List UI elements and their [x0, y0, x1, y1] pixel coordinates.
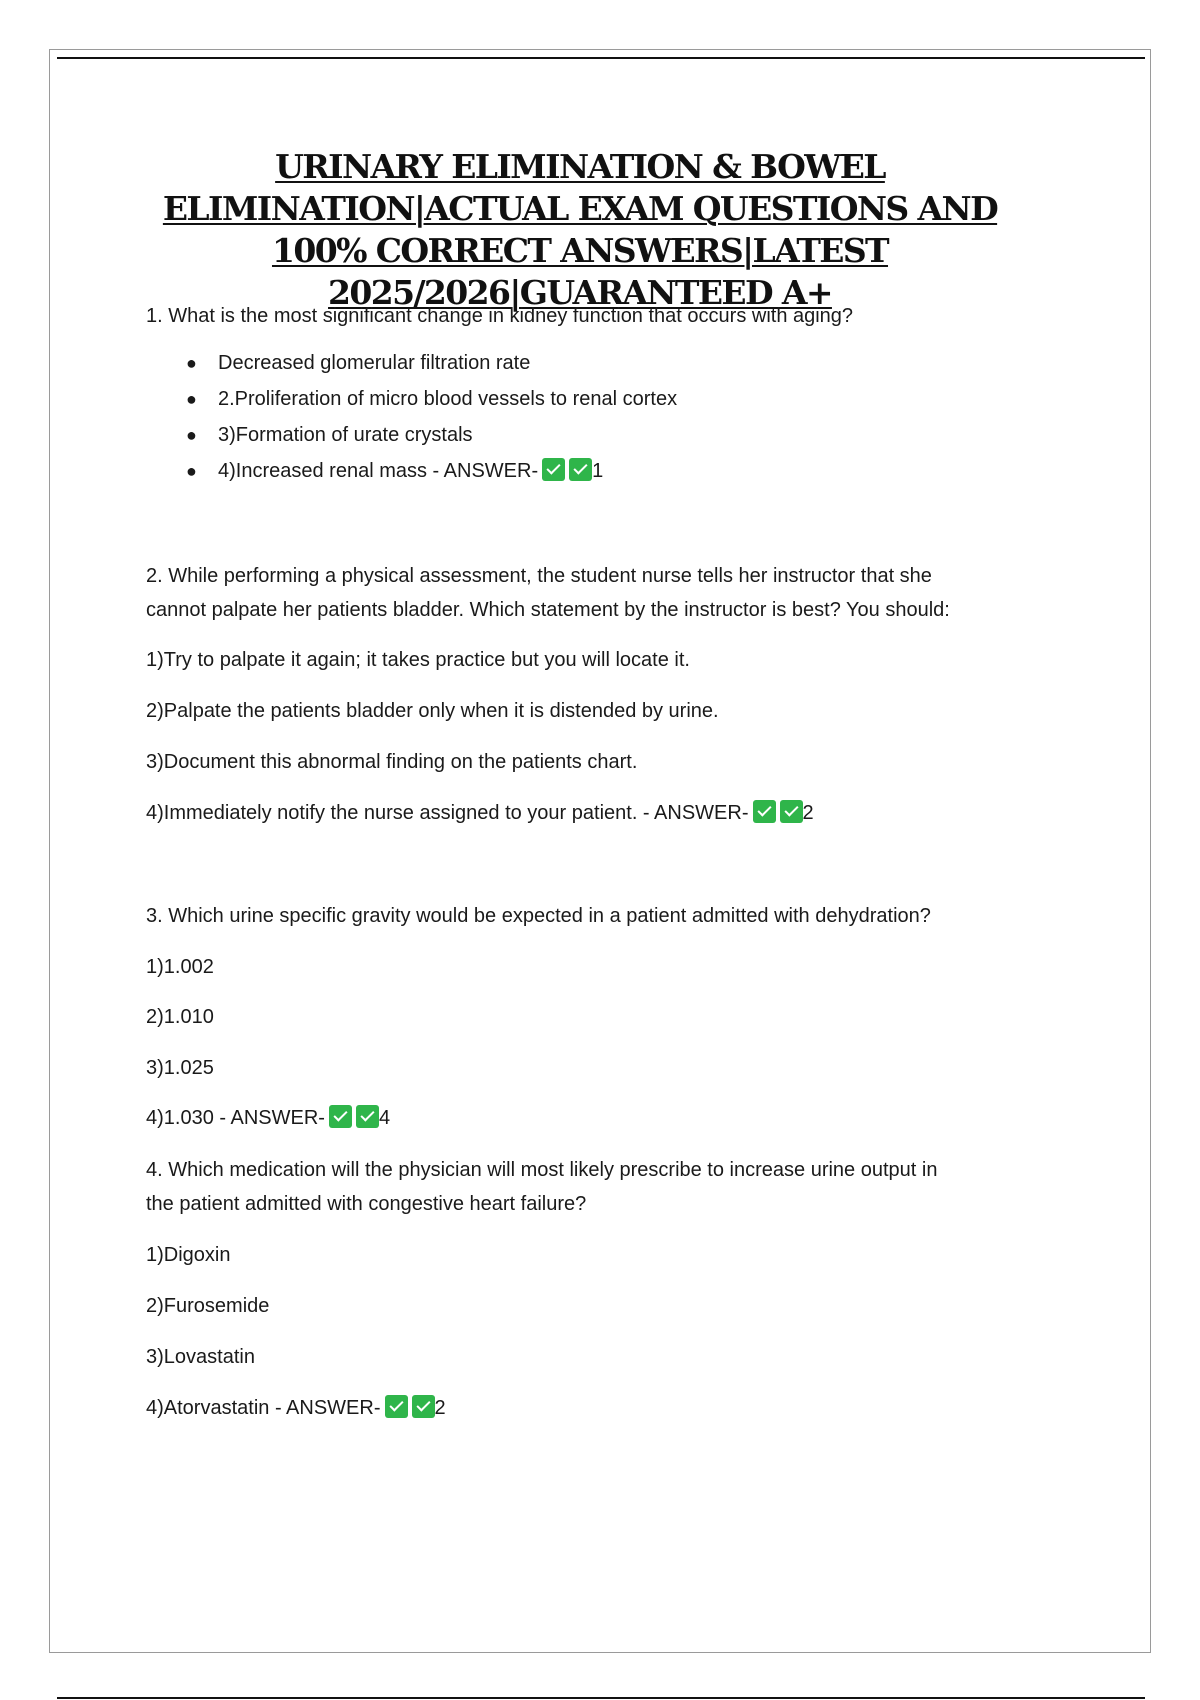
check-mark-icon — [542, 458, 565, 481]
question-3: 3. Which urine specific gravity would be expected in a patient admitted with dehydration? — [146, 905, 931, 927]
title-line: URINARY ELIMINATION & BOWEL — [275, 147, 885, 186]
bullet-icon: ● — [186, 353, 197, 373]
check-mark-icon — [412, 1395, 435, 1418]
bullet-icon: ● — [186, 389, 197, 409]
q3-option-4 — [146, 1105, 390, 1131]
q2-option-2: 2)Palpate the patients bladder only when it is distended by urine. — [146, 700, 719, 722]
q4-answer: 2 — [434, 1397, 446, 1419]
check-mark-icon — [385, 1395, 408, 1418]
title-line: 2025/2026|GUARANTEED A+ — [328, 273, 832, 312]
q1-option-4-text: 4)Increased renal mass - ANSWER- — [218, 460, 539, 482]
title-line: 100% CORRECT ANSWERS|LATEST — [271, 231, 889, 270]
check-mark-icon — [329, 1105, 352, 1128]
q1-option-4 — [218, 458, 603, 484]
q2-answer: 2 — [802, 802, 814, 824]
question-2-line-1: 2. While performing a physical assessment, the student nurse tells her instructor that she — [146, 565, 932, 587]
q4-option-1: 1)Digoxin — [146, 1244, 231, 1266]
q1-option-1: Decreased glomerular filtration rate — [218, 352, 531, 374]
title-line: ELIMINATION|ACTUAL EXAM QUESTIONS AND — [162, 189, 998, 228]
q4-option-4-text: 4)Atorvastatin - ANSWER- — [146, 1397, 381, 1419]
bottom-rule — [57, 1697, 1145, 1699]
q2-option-4-text: 4)Immediately notify the nurse assigned to your patient. - ANSWER- — [146, 802, 749, 824]
q1-option-2: 2.Proliferation of micro blood vessels to renal cortex — [218, 388, 678, 410]
q1-answer: 1 — [592, 460, 604, 482]
q3-option-2: 2)1.010 — [146, 1006, 214, 1028]
document-title — [150, 146, 1010, 314]
q3-option-3: 3)1.025 — [146, 1057, 214, 1079]
check-mark-icon — [356, 1105, 379, 1128]
question-4-line-1: 4. Which medication will the physician will most likely prescribe to increase urine output in — [146, 1159, 938, 1181]
q3-answer: 4 — [378, 1107, 391, 1129]
question-2-line-2: cannot palpate her patients bladder. Which statement by the instructor is best? You should: — [146, 599, 950, 621]
bullet-icon: ● — [186, 461, 197, 481]
check-mark-icon — [780, 800, 803, 823]
check-mark-icon — [569, 458, 592, 481]
q3-option-1: 1)1.002 — [146, 956, 214, 978]
q4-option-3: 3)Lovastatin — [146, 1346, 255, 1368]
q2-option-3: 3)Document this abnormal finding on the patients chart. — [146, 751, 638, 773]
q2-option-1: 1)Try to palpate it again; it takes practice but you will locate it. — [146, 649, 690, 671]
bullet-icon: ● — [186, 425, 197, 445]
q3-option-4-text: 4)1.030 - ANSWER- — [146, 1107, 325, 1129]
q2-option-4 — [146, 800, 814, 826]
check-mark-icon — [753, 800, 776, 823]
q1-option-3: 3)Formation of urate crystals — [218, 424, 473, 446]
question-4-line-2: the patient admitted with congestive heart failure? — [146, 1193, 587, 1215]
question-1: 1. What is the most significant change in kidney function that occurs with aging? — [146, 305, 854, 327]
top-rule — [57, 57, 1145, 59]
q4-option-2: 2)Furosemide — [146, 1295, 270, 1317]
q4-option-4 — [146, 1395, 446, 1421]
